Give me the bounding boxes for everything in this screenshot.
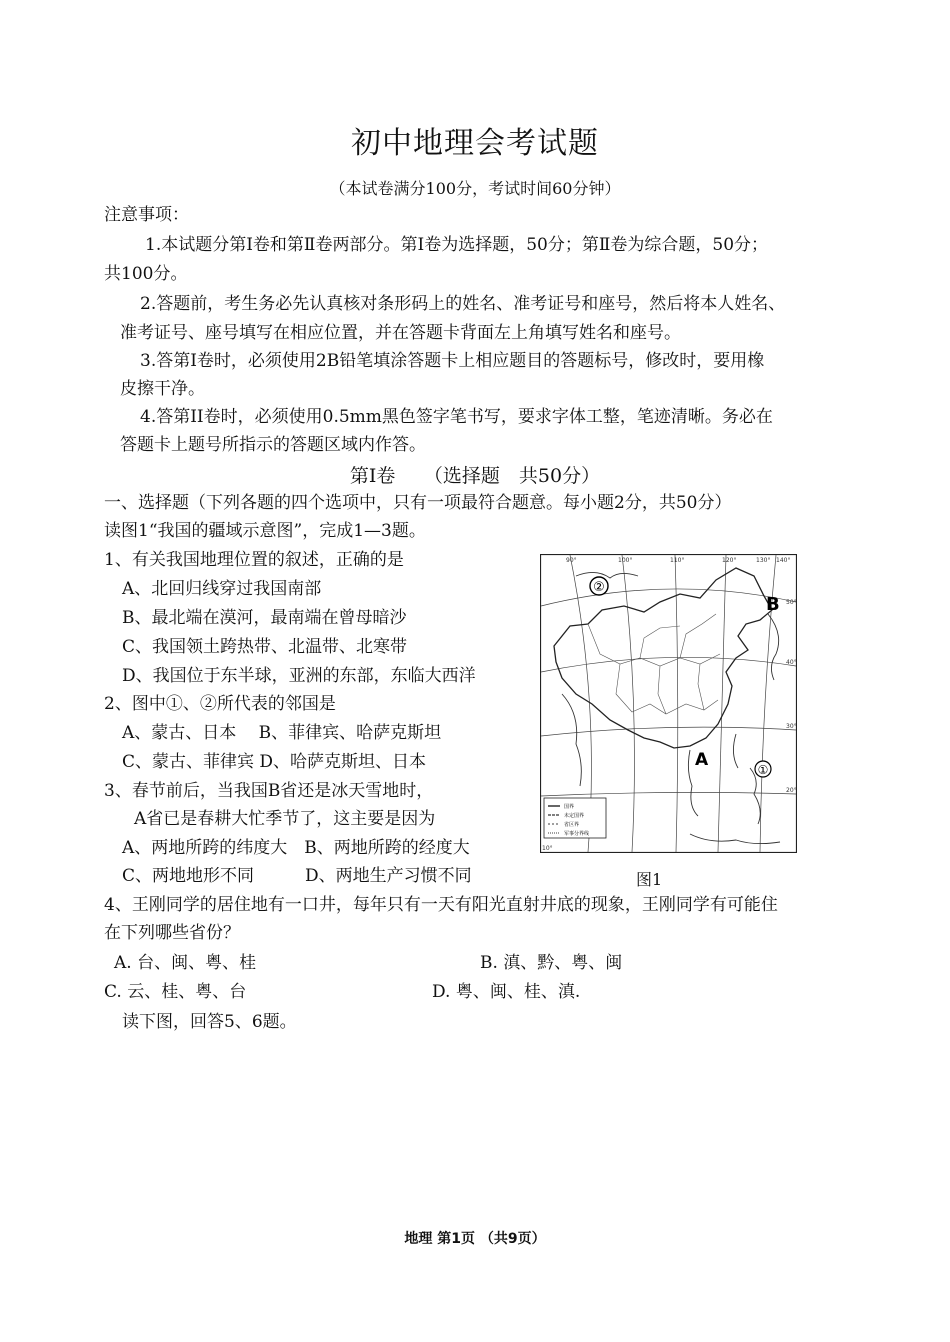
label-province-b: B: [766, 594, 780, 615]
notice-item-2-line-1: 2.答题前，考生务必先认真核对条形码上的姓名、准考证号和座号，然后将本人姓名、: [140, 294, 786, 314]
page-footer: 地理 第1页 （共9页）: [404, 1231, 546, 1247]
svg-text:110°: 110°: [670, 557, 685, 564]
question-3-option-cd: C、两地地形不同 D、两地生产习惯不同: [122, 866, 472, 886]
map-legend: [544, 798, 606, 838]
question-1-option-b: B、最北端在漠河，最南端在曾母暗沙: [122, 608, 407, 628]
svg-text:50°: 50°: [786, 599, 797, 606]
svg-text:120°: 120°: [722, 557, 737, 564]
question-4-option-b: B. 滇、黔、粤、闽: [480, 953, 623, 973]
label-province-a: A: [695, 750, 709, 770]
figure-caption: 图1: [636, 870, 663, 889]
question-3-stem-line-1: 3、春节前后，当我国B省还是冰天雪地时，: [104, 781, 434, 801]
part1-heading: 一、选择题（下列各题的四个选项中，只有一项最符合题意。每小题2分，共50分）: [104, 493, 732, 513]
notice-item-4-line-2: 答题卡上题号所指示的答题区域内作答。: [120, 435, 426, 455]
label-circle-1: ①: [757, 763, 769, 777]
question-4-stem-line-2: 在下列哪些省份？: [104, 923, 240, 943]
svg-text:140°: 140°: [776, 557, 791, 564]
question-4-option-d: D. 粤、闽、桂、滇.: [432, 982, 581, 1002]
question-1-stem: 1、有关我国地理位置的叙述，正确的是: [104, 550, 404, 570]
question-4-option-a: A. 台、闽、粤、桂: [114, 953, 257, 973]
svg-text:130°: 130°: [756, 557, 771, 564]
svg-text:30°: 30°: [786, 723, 797, 730]
exam-info: （本试卷满分100分，考试时间60分钟）: [329, 179, 621, 198]
question-1-option-c: C、我国领土跨热带、北温带、北寒带: [122, 637, 408, 657]
read-next-instruction: 读下图，回答5、6题。: [122, 1012, 297, 1032]
china-territory-map: [540, 554, 797, 853]
question-3-stem-line-2: A省已是春耕大忙季节了，这主要是因为: [134, 809, 436, 829]
svg-text:省区界: 省区界: [564, 822, 580, 828]
notice-item-4-line-1: 4.答第II卷时，必须使用0.5mm黑色签字笔书写，要求字体工整，笔迹清晰。务必在: [140, 407, 773, 427]
question-4-stem-line-1: 4、王刚同学的居住地有一口井，每年只有一天有阳光直射井底的现象，王刚同学有可能住: [104, 895, 778, 915]
question-4-option-c: C. 云、桂、粤、台: [104, 982, 247, 1002]
map-intro: 读图1“我国的疆域示意图”，完成1—3题。: [104, 521, 426, 541]
question-2-option-cd: C、蒙古、菲律宾 D、哈萨克斯坦、日本: [122, 752, 427, 772]
question-1-option-a: A、北回归线穿过我国南部: [122, 579, 322, 599]
svg-text:10°: 10°: [542, 845, 553, 852]
notice-item-1-line-1: 1.本试题分第Ⅰ卷和第Ⅱ卷两部分。第Ⅰ卷为选择题，50分；第Ⅱ卷为综合题，50分；: [145, 235, 769, 255]
notice-item-3-line-1: 3.答第Ⅰ卷时，必须使用2B铅笔填涂答题卡上相应题目的答题标号，修改时，要用橡: [140, 351, 765, 371]
question-2-stem: 2、图中①、②所代表的邻国是: [104, 694, 336, 714]
label-circle-2: ②: [593, 580, 605, 595]
svg-text:90°: 90°: [566, 557, 577, 564]
notice-item-2-line-2: 准考证号、座号填写在相应位置，并在答题卡背面左上角填写姓名和座号。: [120, 323, 681, 343]
svg-text:军事分界线: 军事分界线: [564, 831, 590, 837]
notice-item-1-line-2: 共100分。: [104, 264, 188, 284]
svg-text:国界: 国界: [564, 804, 575, 810]
section-title: 第Ⅰ卷 （选择题 共50分）: [349, 465, 601, 487]
question-1-option-d: D、我国位于东半球，亚洲的东部，东临大西洋: [122, 666, 476, 686]
page-title: 初中地理会考试题: [351, 126, 599, 161]
question-3-option-ab: A、两地所跨的纬度大 B、两地所跨的经度大: [122, 838, 470, 858]
svg-text:未定国界: 未定国界: [564, 813, 585, 819]
question-2-option-ab: A、蒙古、日本 B、菲律宾、哈萨克斯坦: [122, 723, 442, 743]
svg-text:40°: 40°: [786, 659, 797, 666]
notice-item-3-line-2: 皮擦干净。: [120, 379, 205, 399]
notice-heading: 注意事项：: [104, 205, 189, 225]
svg-text:20°: 20°: [786, 787, 797, 794]
svg-text:100°: 100°: [618, 557, 633, 564]
